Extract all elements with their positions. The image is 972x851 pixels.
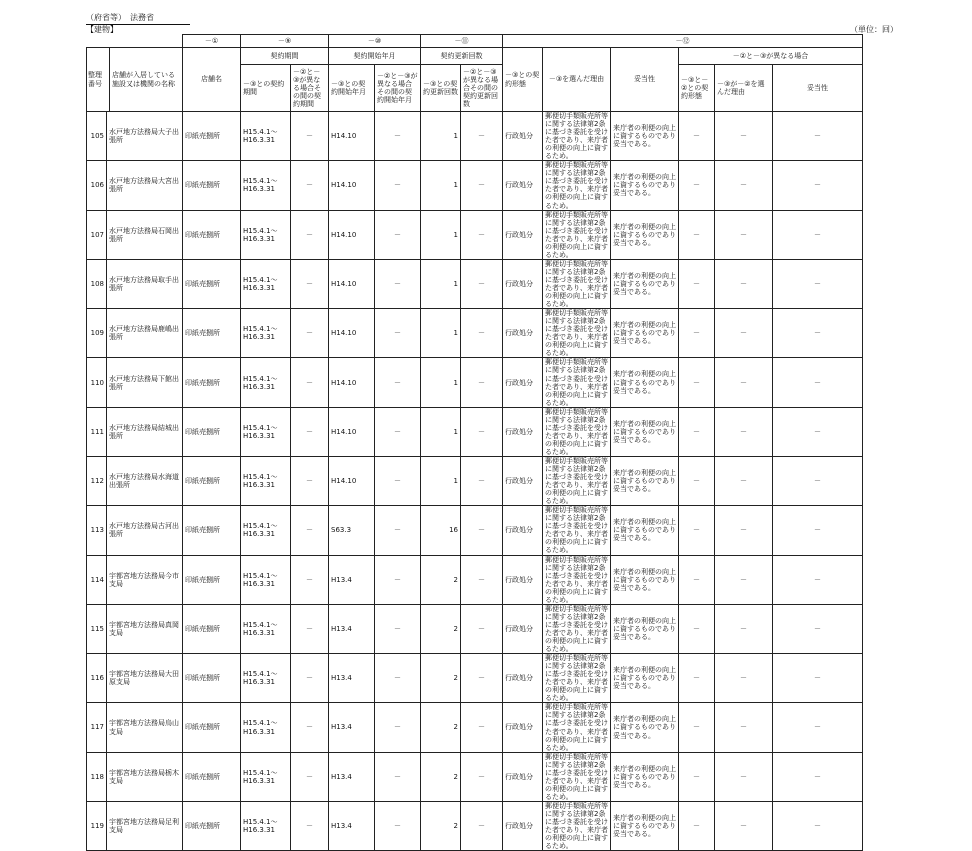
contract-start: H13.4 <box>329 703 375 752</box>
contract-form-diff: － <box>679 259 715 308</box>
contract-start: H14.10 <box>329 309 375 358</box>
validity-diff: － <box>773 555 863 604</box>
contract-form: 行政処分 <box>503 161 543 210</box>
renewal-count-diff: － <box>461 358 503 407</box>
contract-form: 行政処分 <box>503 210 543 259</box>
row-number: 115 <box>87 604 107 653</box>
selection-reason: 郵便切手類販売所等に関する法律第2条に基づき委託を受けた者であり、来庁者の利便の向上に資するため。 <box>543 801 611 850</box>
contract-form: 行政処分 <box>503 703 543 752</box>
col-facility-header: 店舗が入居している施設又は機関の名称 <box>112 71 175 88</box>
facility-name: 宇都宮地方法務局栃木支局 <box>107 752 183 801</box>
selection-reason-diff: － <box>715 358 773 407</box>
col-group-1: －① <box>183 35 241 48</box>
contract-start: H14.10 <box>329 112 375 161</box>
selection-reason-diff: － <box>715 752 773 801</box>
col-shop-header: 店舗名 <box>183 48 241 112</box>
row-number: 109 <box>87 309 107 358</box>
validity: 来庁者の利便の向上に資するものであり妥当である。 <box>611 506 679 555</box>
validity: 来庁者の利便の向上に資するものであり妥当である。 <box>611 309 679 358</box>
renewal-count-diff: － <box>461 309 503 358</box>
contract-period: H15.4.1～ H16.3.31 <box>241 604 291 653</box>
renewal-count: 2 <box>421 752 461 801</box>
contract-form: 行政処分 <box>503 358 543 407</box>
contract-start-diff: － <box>375 161 421 210</box>
contract-period: H15.4.1～ H16.3.31 <box>241 456 291 505</box>
selection-reason-diff: － <box>715 801 773 850</box>
contract-form-diff: － <box>679 752 715 801</box>
contract-start: H13.4 <box>329 555 375 604</box>
renewal-count-diff: － <box>461 456 503 505</box>
renewal-count-diff: － <box>461 604 503 653</box>
sub-diff: －②と－③が異なる場合 <box>679 48 863 65</box>
col-s3-header: －③との契約開始年月 <box>329 65 375 112</box>
table-row <box>87 752 863 801</box>
renewal-count: 16 <box>421 506 461 555</box>
renewal-count: 1 <box>421 161 461 210</box>
validity: 来庁者の利便の向上に資するものであり妥当である。 <box>611 703 679 752</box>
facility-name: 宇都宮地方法務局大田原支局 <box>107 654 183 703</box>
contract-period-diff: － <box>291 210 329 259</box>
validity: 来庁者の利便の向上に資するものであり妥当である。 <box>611 801 679 850</box>
selection-reason-diff: － <box>715 112 773 161</box>
contract-period-diff: － <box>291 752 329 801</box>
contract-form-diff: － <box>679 456 715 505</box>
selection-reason: 郵便切手類販売所等に関する法律第2条に基づき委託を受けた者であり、来庁者の利便の向上に資するため。 <box>543 654 611 703</box>
row-number: 118 <box>87 752 107 801</box>
contract-start: H14.10 <box>329 456 375 505</box>
contract-period: H15.4.1～ H16.3.31 <box>241 703 291 752</box>
contract-form: 行政処分 <box>503 259 543 308</box>
renewal-count-diff: － <box>461 210 503 259</box>
contract-period-diff: － <box>291 259 329 308</box>
renewal-count-diff: － <box>461 555 503 604</box>
renewal-count: 2 <box>421 654 461 703</box>
facility-name: 水戸地方法務局取手出張所 <box>107 259 183 308</box>
renewal-count: 2 <box>421 604 461 653</box>
renewal-count-diff: － <box>461 506 503 555</box>
contract-form: 行政処分 <box>503 604 543 653</box>
shop-name: 印紙売捌所 <box>183 752 241 801</box>
selection-reason: 郵便切手類販売所等に関する法律第2条に基づき委託を受けた者であり、来庁者の利便の向上に資するため。 <box>543 506 611 555</box>
validity-diff: － <box>773 654 863 703</box>
row-number: 108 <box>87 259 107 308</box>
table-row <box>87 112 863 161</box>
table-row <box>87 161 863 210</box>
renewal-count-diff: － <box>461 654 503 703</box>
selection-reason: 郵便切手類販売所等に関する法律第2条に基づき委託を受けた者であり、来庁者の利便の向上に資するため。 <box>543 210 611 259</box>
facility-name: 水戸地方法務局大子出張所 <box>107 112 183 161</box>
contract-start-diff: － <box>375 210 421 259</box>
renewal-count: 2 <box>421 703 461 752</box>
renewal-count-diff: － <box>461 703 503 752</box>
table-row <box>87 801 863 850</box>
renewal-count-diff: － <box>461 112 503 161</box>
contract-period-diff: － <box>291 703 329 752</box>
contract-period-diff: － <box>291 801 329 850</box>
contract-form-diff: － <box>679 801 715 850</box>
contract-period-diff: － <box>291 604 329 653</box>
col-group-11: －⑪ <box>421 35 503 48</box>
selection-reason-diff: － <box>715 161 773 210</box>
facility-name: 宇都宮地方法務局足利支局 <box>107 801 183 850</box>
contract-period: H15.4.1～ H16.3.31 <box>241 752 291 801</box>
contract-period: H15.4.1～ H16.3.31 <box>241 407 291 456</box>
row-number: 111 <box>87 407 107 456</box>
shop-name: 印紙売捌所 <box>183 604 241 653</box>
validity: 来庁者の利便の向上に資するものであり妥当である。 <box>611 654 679 703</box>
table-row <box>87 604 863 653</box>
table-row <box>87 555 863 604</box>
table-row <box>87 210 863 259</box>
facility-name: 水戸地方法務局水海道出張所 <box>107 456 183 505</box>
validity: 来庁者の利便の向上に資するものであり妥当である。 <box>611 259 679 308</box>
col-group-10: －⑩ <box>329 35 421 48</box>
validity-diff: － <box>773 752 863 801</box>
renewal-count: 2 <box>421 555 461 604</box>
table-row <box>87 407 863 456</box>
contract-start: H13.4 <box>329 604 375 653</box>
row-number: 105 <box>87 112 107 161</box>
contract-form: 行政処分 <box>503 309 543 358</box>
validity: 来庁者の利便の向上に資するものであり妥当である。 <box>611 456 679 505</box>
validity: 来庁者の利便の向上に資するものであり妥当である。 <box>611 752 679 801</box>
contract-start-diff: － <box>375 604 421 653</box>
contract-form: 行政処分 <box>503 456 543 505</box>
selection-reason: 郵便切手類販売所等に関する法律第2条に基づき委託を受けた者であり、来庁者の利便の向上に資するため。 <box>543 407 611 456</box>
col-reason23-header: －③が－②を選んだ理由 <box>715 65 773 112</box>
table-row <box>87 309 863 358</box>
contract-start: H13.4 <box>329 752 375 801</box>
selection-reason-diff: － <box>715 259 773 308</box>
shop-name: 印紙売捌所 <box>183 654 241 703</box>
shop-name: 印紙売捌所 <box>183 112 241 161</box>
selection-reason-diff: － <box>715 703 773 752</box>
contract-period: H15.4.1～ H16.3.31 <box>241 506 291 555</box>
contract-start: H13.4 <box>329 654 375 703</box>
contract-start-diff: － <box>375 309 421 358</box>
contract-form-diff: － <box>679 555 715 604</box>
contract-period-diff: － <box>291 358 329 407</box>
contract-start-diff: － <box>375 654 421 703</box>
selection-reason: 郵便切手類販売所等に関する法律第2条に基づき委託を受けた者であり、来庁者の利便の向上に資するため。 <box>543 309 611 358</box>
validity-diff: － <box>773 259 863 308</box>
contract-period: H15.4.1～ H16.3.31 <box>241 259 291 308</box>
col-p23-header: －②と－③が異なる場合その間の契約期間 <box>291 65 329 112</box>
facility-name: 水戸地方法務局鹿嶋出張所 <box>107 309 183 358</box>
selection-reason: 郵便切手類販売所等に関する法律第2条に基づき委託を受けた者であり、来庁者の利便の向上に資するため。 <box>543 752 611 801</box>
col-form3-header: －③との契約形態 <box>503 48 543 112</box>
selection-reason-diff: － <box>715 604 773 653</box>
selection-reason-diff: － <box>715 407 773 456</box>
col-n23-header: －②と－③が異なる場合その間の契約更新回数 <box>461 65 503 112</box>
selection-reason-diff: － <box>715 506 773 555</box>
validity-diff: － <box>773 407 863 456</box>
validity: 来庁者の利便の向上に資するものであり妥当である。 <box>611 407 679 456</box>
contract-period-diff: － <box>291 555 329 604</box>
renewal-count-diff: － <box>461 161 503 210</box>
contract-start-diff: － <box>375 752 421 801</box>
table-row <box>87 358 863 407</box>
contract-period-diff: － <box>291 407 329 456</box>
row-number: 107 <box>87 210 107 259</box>
contract-period: H15.4.1～ H16.3.31 <box>241 309 291 358</box>
validity-diff: － <box>773 309 863 358</box>
contract-period-diff: － <box>291 112 329 161</box>
renewal-count: 1 <box>421 259 461 308</box>
shop-name: 印紙売捌所 <box>183 506 241 555</box>
row-number: 110 <box>87 358 107 407</box>
col-s23-header: －②と－③が異なる場合その間の契約開始年月 <box>375 65 421 112</box>
selection-reason-diff: － <box>715 555 773 604</box>
table-row <box>87 456 863 505</box>
contract-start: H14.10 <box>329 210 375 259</box>
renewal-count-diff: － <box>461 259 503 308</box>
contract-form-diff: － <box>679 506 715 555</box>
renewal-count: 1 <box>421 358 461 407</box>
contract-start: S63.3 <box>329 506 375 555</box>
contract-start: H14.10 <box>329 407 375 456</box>
shop-name: 印紙売捌所 <box>183 358 241 407</box>
validity: 来庁者の利便の向上に資するものであり妥当である。 <box>611 604 679 653</box>
row-number: 112 <box>87 456 107 505</box>
category-label: 【建物】 <box>86 25 118 34</box>
contract-period: H15.4.1～ H16.3.31 <box>241 112 291 161</box>
contract-table <box>86 34 863 851</box>
col-no-header: 整理番号 <box>87 48 110 111</box>
contract-period: H15.4.1～ H16.3.31 <box>241 654 291 703</box>
facility-name: 水戸地方法務局下館出張所 <box>107 358 183 407</box>
contract-start-diff: － <box>375 407 421 456</box>
contract-form-diff: － <box>679 604 715 653</box>
validity-diff: － <box>773 801 863 850</box>
contract-start-diff: － <box>375 555 421 604</box>
selection-reason: 郵便切手類販売所等に関する法律第2条に基づき委託を受けた者であり、来庁者の利便の向上に資するため。 <box>543 259 611 308</box>
col-form23-header: －③と－②との契約形態 <box>679 65 715 112</box>
shop-name: 印紙売捌所 <box>183 456 241 505</box>
shop-name: 印紙売捌所 <box>183 161 241 210</box>
table-row <box>87 506 863 555</box>
validity-diff: － <box>773 210 863 259</box>
sub-start: 契約開始年月 <box>329 48 421 65</box>
row-number: 116 <box>87 654 107 703</box>
contract-form-diff: － <box>679 358 715 407</box>
contract-form: 行政処分 <box>503 801 543 850</box>
selection-reason-diff: － <box>715 456 773 505</box>
col-group-9: －⑨ <box>241 35 329 48</box>
contract-start: H14.10 <box>329 358 375 407</box>
row-number: 106 <box>87 161 107 210</box>
contract-form-diff: － <box>679 161 715 210</box>
renewal-count-diff: － <box>461 407 503 456</box>
selection-reason: 郵便切手類販売所等に関する法律第2条に基づき委託を受けた者であり、来庁者の利便の向上に資するため。 <box>543 555 611 604</box>
renewal-count: 1 <box>421 210 461 259</box>
contract-form-diff: － <box>679 112 715 161</box>
row-number: 114 <box>87 555 107 604</box>
contract-period: H15.4.1～ H16.3.31 <box>241 358 291 407</box>
renewal-count: 2 <box>421 801 461 850</box>
contract-period: H15.4.1～ H16.3.31 <box>241 210 291 259</box>
row-number: 113 <box>87 506 107 555</box>
contract-period-diff: － <box>291 456 329 505</box>
validity: 来庁者の利便の向上に資するものであり妥当である。 <box>611 210 679 259</box>
table-row <box>87 703 863 752</box>
contract-form: 行政処分 <box>503 555 543 604</box>
contract-form-diff: － <box>679 703 715 752</box>
validity-diff: － <box>773 604 863 653</box>
contract-start-diff: － <box>375 259 421 308</box>
table-row <box>87 259 863 308</box>
table-row <box>87 654 863 703</box>
renewal-count: 1 <box>421 407 461 456</box>
contract-form: 行政処分 <box>503 112 543 161</box>
contract-period-diff: － <box>291 654 329 703</box>
selection-reason-diff: － <box>715 309 773 358</box>
renewal-count-diff: － <box>461 801 503 850</box>
selection-reason: 郵便切手類販売所等に関する法律第2条に基づき委託を受けた者であり、来庁者の利便の向上に資するため。 <box>543 703 611 752</box>
contract-period: H15.4.1～ H16.3.31 <box>241 801 291 850</box>
shop-name: 印紙売捌所 <box>183 309 241 358</box>
shop-name: 印紙売捌所 <box>183 801 241 850</box>
contract-start-diff: － <box>375 456 421 505</box>
col-reason3-header: －③を選んだ理由 <box>543 48 611 112</box>
sub-period: 契約期間 <box>241 48 329 65</box>
contract-start-diff: － <box>375 703 421 752</box>
selection-reason-diff: － <box>715 654 773 703</box>
facility-name: 水戸地方法務局石岡出張所 <box>107 210 183 259</box>
contract-form-diff: － <box>679 210 715 259</box>
contract-form: 行政処分 <box>503 752 543 801</box>
validity: 来庁者の利便の向上に資するものであり妥当である。 <box>611 161 679 210</box>
renewal-count: 1 <box>421 112 461 161</box>
contract-period: H15.4.1～ H16.3.31 <box>241 555 291 604</box>
contract-start: H14.10 <box>329 161 375 210</box>
contract-start-diff: － <box>375 358 421 407</box>
validity-diff: － <box>773 456 863 505</box>
contract-period-diff: － <box>291 161 329 210</box>
row-number: 119 <box>87 801 107 850</box>
renewal-count: 1 <box>421 309 461 358</box>
contract-start-diff: － <box>375 506 421 555</box>
facility-name: 水戸地方法務局古河出張所 <box>107 506 183 555</box>
contract-form: 行政処分 <box>503 654 543 703</box>
renewal-count: 1 <box>421 456 461 505</box>
contract-form-diff: － <box>679 407 715 456</box>
selection-reason: 郵便切手類販売所等に関する法律第2条に基づき委託を受けた者であり、来庁者の利便の向上に資するため。 <box>543 456 611 505</box>
validity-diff: － <box>773 112 863 161</box>
contract-start-diff: － <box>375 801 421 850</box>
col-valid-header: 妥当性 <box>611 48 679 112</box>
validity: 来庁者の利便の向上に資するものであり妥当である。 <box>611 555 679 604</box>
contract-form: 行政処分 <box>503 506 543 555</box>
selection-reason: 郵便切手類販売所等に関する法律第2条に基づき委託を受けた者であり、来庁者の利便の向上に資するため。 <box>543 161 611 210</box>
col-p3-header: －③との契約期間 <box>241 65 291 112</box>
validity-diff: － <box>773 358 863 407</box>
contract-start: H13.4 <box>329 801 375 850</box>
col-n3-header: －③との契約更新回数 <box>421 65 461 112</box>
validity-diff: － <box>773 161 863 210</box>
shop-name: 印紙売捌所 <box>183 703 241 752</box>
facility-name: 宇都宮地方法務局烏山支局 <box>107 703 183 752</box>
validity-diff: － <box>773 506 863 555</box>
shop-name: 印紙売捌所 <box>183 210 241 259</box>
col-valid23-header: 妥当性 <box>773 65 863 112</box>
contract-period: H15.4.1～ H16.3.31 <box>241 161 291 210</box>
contract-form-diff: － <box>679 309 715 358</box>
selection-reason: 郵便切手類販売所等に関する法律第2条に基づき委託を受けた者であり、来庁者の利便の向上に資するため。 <box>543 112 611 161</box>
unit-label: （単位：回） <box>850 25 898 34</box>
contract-start: H14.10 <box>329 259 375 308</box>
renewal-count-diff: － <box>461 752 503 801</box>
validity: 来庁者の利便の向上に資するものであり妥当である。 <box>611 358 679 407</box>
facility-name: 水戸地方法務局大宮出張所 <box>107 161 183 210</box>
shop-name: 印紙売捌所 <box>183 259 241 308</box>
row-number: 117 <box>87 703 107 752</box>
selection-reason-diff: － <box>715 210 773 259</box>
col-group-12: －⑫ <box>503 35 863 48</box>
contract-period-diff: － <box>291 309 329 358</box>
validity-diff: － <box>773 703 863 752</box>
selection-reason: 郵便切手類販売所等に関する法律第2条に基づき委託を受けた者であり、来庁者の利便の向上に資するため。 <box>543 358 611 407</box>
sub-renew: 契約更新回数 <box>421 48 503 65</box>
validity: 来庁者の利便の向上に資するものであり妥当である。 <box>611 112 679 161</box>
ministry-label: （府省等） 法務省 <box>86 12 190 25</box>
contract-period-diff: － <box>291 506 329 555</box>
selection-reason: 郵便切手類販売所等に関する法律第2条に基づき委託を受けた者であり、来庁者の利便の向上に資するため。 <box>543 604 611 653</box>
shop-name: 印紙売捌所 <box>183 555 241 604</box>
contract-form-diff: － <box>679 654 715 703</box>
contract-form: 行政処分 <box>503 407 543 456</box>
shop-name: 印紙売捌所 <box>183 407 241 456</box>
facility-name: 水戸地方法務局結城出張所 <box>107 407 183 456</box>
facility-name: 宇都宮地方法務局今市支局 <box>107 555 183 604</box>
facility-name: 宇都宮地方法務局真岡支局 <box>107 604 183 653</box>
contract-start-diff: － <box>375 112 421 161</box>
